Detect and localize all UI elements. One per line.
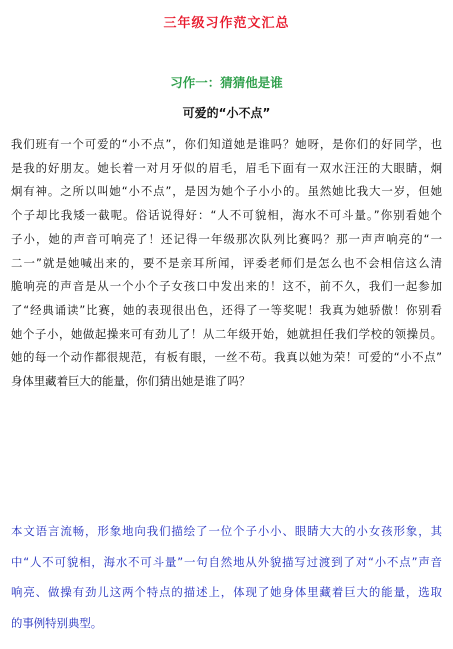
comment-line: 响亮、做操有劲儿这两个特点的描述上，体现了她身体里藏着巨大的能量，选取 — [11, 585, 442, 599]
essay-line: 脆响亮的声音是从一个小个子女孩口中发出来的！这不，前不久，我们一起参加 — [11, 279, 442, 294]
document-title: 三年级习作范文汇总 — [163, 16, 290, 31]
section-heading: 习作一：猜猜他是谁 — [170, 75, 283, 90]
comment-line: 本文语言流畅，形象地向我们描绘了一位个子小小、眼睛大大的小女孩形象，其 — [11, 524, 442, 538]
teacher-comment — [11, 516, 442, 638]
essay-line: 炯有神。之所以叫她“小不点”，是因为她个子小小的。虽然她比我大一岁，但她 — [11, 184, 442, 199]
essay-line: 二一”就是她喊出来的，要不是亲耳所闻，评委老师们是怎么也不会相信这么清 — [11, 255, 442, 270]
comment-line: 中“人不可貌相，海水不可斗量”一句自然地从外貌描写过渡到了对“小不点”声音 — [11, 554, 442, 569]
essay-line: 个子却比我矮一截呢。俗话说得好：“人不可貌相，海水不可斗量。”你别看她个 — [11, 208, 442, 223]
essay-line: 身体里藏着巨大的能量，你们猜出她是谁了吗？ — [11, 374, 251, 389]
essay-line: 她的每一个动作都很规范，有板有眼，一丝不苟。我真以她为荣！可爱的“小不点” — [11, 350, 442, 365]
essay-line: 她个子小，她做起操来可有劲儿了！从二年级开始，她就担任我们学校的领操员。 — [11, 326, 442, 341]
essay-body — [11, 133, 442, 394]
comment-line: 的事例特别典型。 — [11, 615, 103, 630]
essay-line: 子小，她的声音可响亮了！还记得一年级那次队列比赛吗？那一声声响亮的“一 — [11, 231, 442, 246]
essay-line: 是我的好朋友。她长着一对月牙似的眉毛，眉毛下面有一双水汪汪的大眼睛，炯 — [11, 160, 442, 175]
essay-line: 了“经典诵读”比赛，她的表现很出色，还得了一等奖呢！我真为她骄傲！你别看 — [11, 302, 442, 317]
essay-title: 可爱的“小不点” — [182, 106, 271, 120]
essay-line: 我们班有一个可爱的“小不点”，你们知道她是谁吗？她呀，是你们的好同学，也 — [11, 137, 442, 151]
